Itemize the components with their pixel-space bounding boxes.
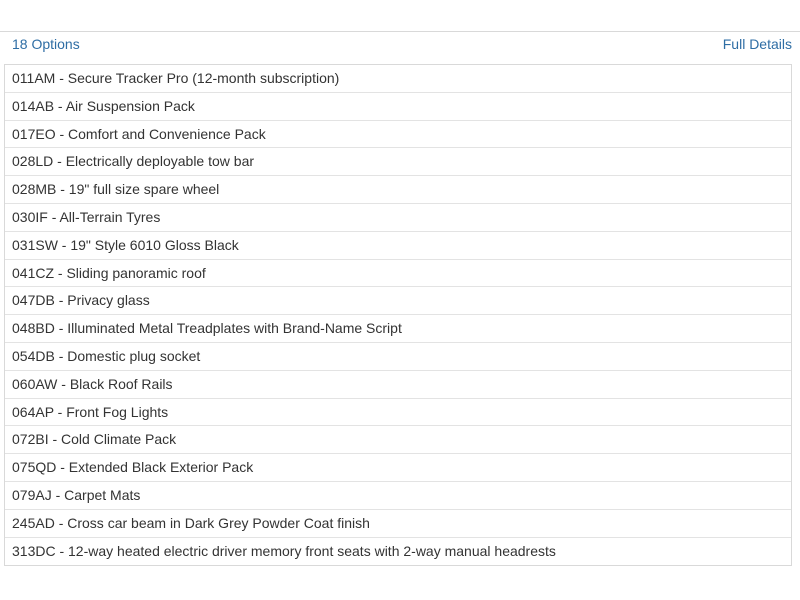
option-item: 014AB - Air Suspension Pack (5, 93, 791, 121)
option-item: 028MB - 19" full size spare wheel (5, 176, 791, 204)
option-item: 011AM - Secure Tracker Pro (12-month subscription) (5, 65, 791, 93)
option-item: 048BD - Illuminated Metal Treadplates with Brand-Name Script (5, 315, 791, 343)
option-item: 031SW - 19" Style 6010 Gloss Black (5, 232, 791, 260)
option-item: 041CZ - Sliding panoramic roof (5, 260, 791, 288)
option-item: 079AJ - Carpet Mats (5, 482, 791, 510)
options-header (0, 32, 800, 62)
option-item: 064AP - Front Fog Lights (5, 399, 791, 427)
option-item: 017EO - Comfort and Convenience Pack (5, 121, 791, 149)
full-details-link[interactable]: Full Details (722, 36, 792, 52)
options-count-link[interactable]: 18 Options (12, 36, 80, 52)
option-item: 313DC - 12-way heated electric driver memory front seats with 2-way manual headrests (12, 542, 556, 559)
option-item: 060AW - Black Roof Rails (5, 371, 791, 399)
option-item: 075QD - Extended Black Exterior Pack (5, 454, 791, 482)
option-item: 047DB - Privacy glass (5, 287, 791, 315)
option-item: 245AD - Cross car beam in Dark Grey Powder Coat finish (5, 510, 791, 538)
option-item: 054DB - Domestic plug socket (5, 343, 791, 371)
options-list (4, 64, 792, 566)
option-item: 030IF - All-Terrain Tyres (5, 204, 791, 232)
option-item: 028LD - Electrically deployable tow bar (5, 148, 791, 176)
option-item: 072BI - Cold Climate Pack (5, 426, 791, 454)
